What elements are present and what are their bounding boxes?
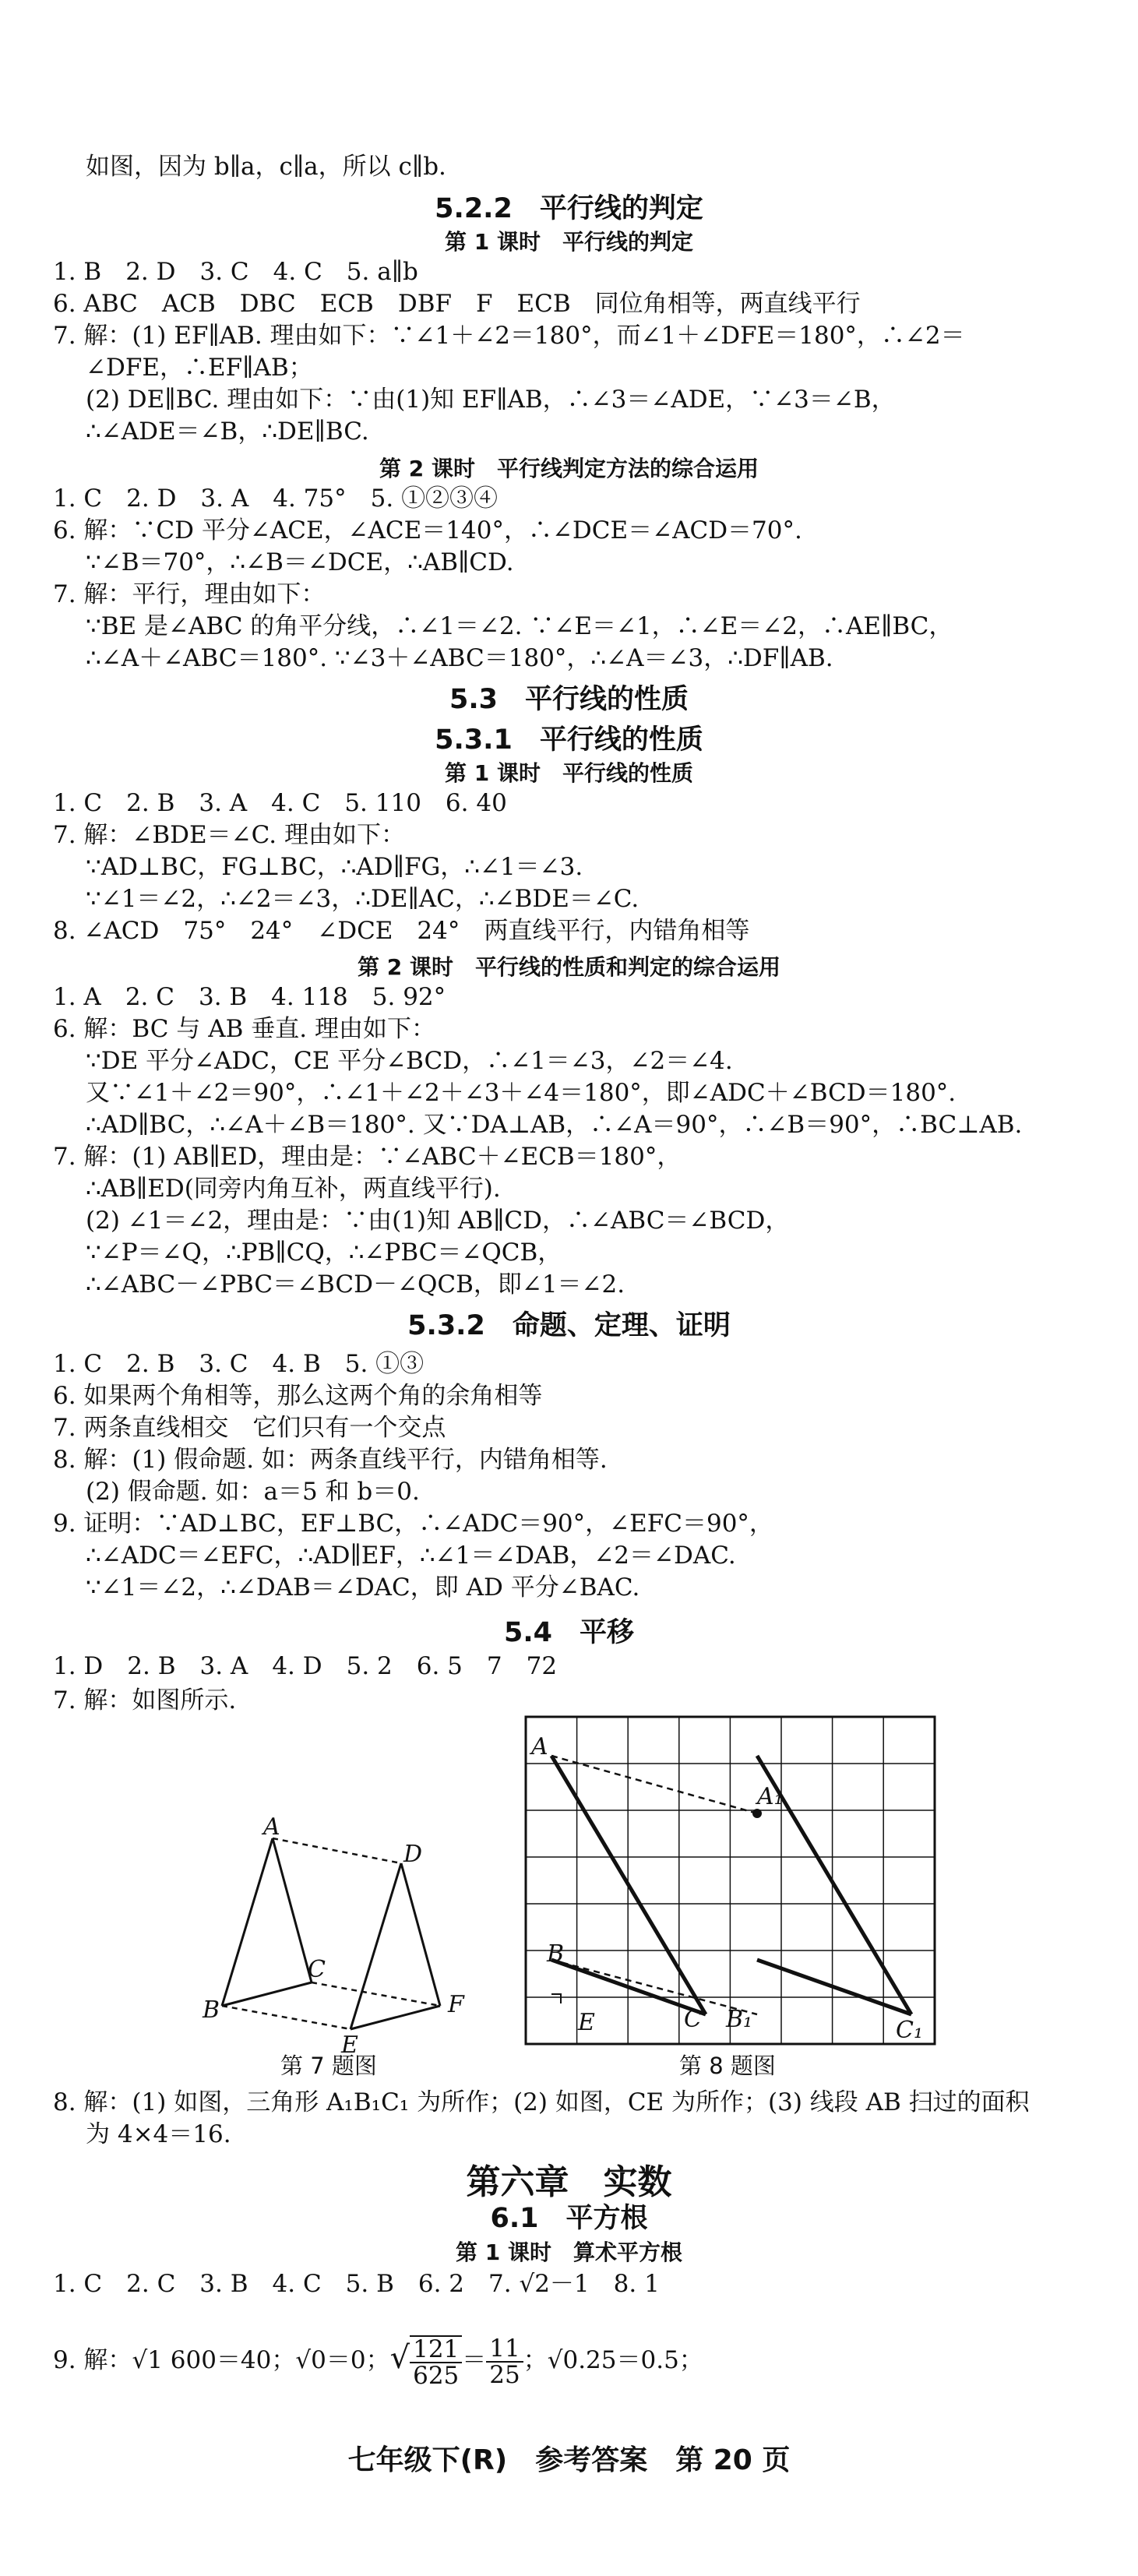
answer-line: 6. 如果两个角相等，那么这两个角的余角相等 (53, 1382, 543, 1410)
answer-line: 1. D 2. B 3. A 4. D 5. 2 6. 5 7 72 (53, 1652, 558, 1680)
figure-8 (522, 1714, 942, 2053)
figure-8-caption: 第 8 题图 (679, 2053, 776, 2079)
lesson-heading: 第 1 课时 平行线的判定 (445, 229, 693, 255)
fig7-label-d: D (403, 1841, 423, 1868)
answer-line: ∠DFE，∴EF∥AB； (86, 354, 313, 382)
answer-line: 1. C 2. B 3. A 4. C 5. 110 6. 40 (53, 789, 507, 817)
fig8-label-a1: A₁ (757, 1783, 784, 1810)
figure-7 (195, 1813, 491, 2064)
fig8-label-e: E (578, 2009, 595, 2036)
sqrt-eq: ＝ (462, 2346, 487, 2374)
answer-line: ∵∠P＝∠Q，∴PB∥CQ，∴∠PBC＝∠QCB， (86, 1239, 562, 1267)
fig7-label-b: B (203, 1996, 220, 2024)
answer-line: ∵BE 是∠ABC 的角平分线，∴∠1＝∠2. ∵∠E＝∠1，∴∠E＝∠2，∴AE∥BC， (86, 612, 953, 640)
answer-line: 又∵∠1＋∠2＝90°，∴∠1＋∠2＋∠3＋∠4＝180°，即∠ADC＋∠BCD＝180°. (86, 1079, 957, 1107)
fig8-label-b1: B₁ (726, 2006, 753, 2033)
sqrt-label: 9. 解： (53, 2346, 132, 2374)
section-heading: 5.3.1 平行线的性质 (435, 724, 703, 756)
answer-line: ∵AD⊥BC，FG⊥BC，∴AD∥FG，∴∠1＝∠3. (86, 853, 583, 881)
answer-line: 8. 解：(1) 假命题. 如：两条直线平行，内错角相等. (53, 1446, 608, 1474)
answer-line: 1. B 2. D 3. C 4. C 5. a∥b (53, 258, 418, 286)
lesson-heading: 第 2 课时 平行线的性质和判定的综合运用 (358, 954, 780, 980)
answer-line: 7. 解：(1) AB∥ED，理由是：∵∠ABC＋∠ECB＝180°， (53, 1143, 682, 1171)
fig8-label-a: A (531, 1733, 548, 1760)
fig7-label-a: A (263, 1813, 280, 1841)
fig7-label-f: F (448, 1991, 464, 2018)
fig7-label-e: E (341, 2032, 358, 2059)
fig8-label-c1: C₁ (896, 2017, 923, 2044)
sqrt-expr-3: ；√0.25＝0.5； (523, 2346, 703, 2374)
answer-line: 1. A 2. C 3. B 4. 118 5. 92° (53, 983, 446, 1011)
sqrt-ans-num: 11 (486, 2336, 523, 2363)
figure-7-caption: 第 7 题图 (280, 2053, 377, 2079)
answer-line: ∵∠1＝∠2，∴∠DAB＝∠DAC，即 AD 平分∠BAC. (86, 1573, 640, 1602)
answer-line: ∴∠ADE＝∠B，∴DE∥BC. (86, 418, 369, 446)
sqrt-ans-den: 25 (489, 2360, 520, 2389)
lesson-heading: 第 2 课时 平行线判定方法的综合运用 (379, 456, 759, 481)
sqrt-frac-num: 121 (410, 2337, 462, 2363)
answer-line: (2) ∠1＝∠2，理由是：∵由(1)知 AB∥CD，∴∠ABC＝∠BCD， (86, 1207, 790, 1235)
fig8-label-b: B (547, 1940, 565, 1968)
answer-line: 7. 解：(1) EF∥AB. 理由如下：∵∠1＋∠2＝180°，而∠1＋∠DFE＝180°，∴∠2＝ (53, 322, 965, 350)
answer-line: ∴∠ABC－∠PBC＝∠BCD－∠QCB，即∠1＝∠2. (86, 1270, 625, 1299)
sqrt-expr-2: √0＝0； (295, 2346, 390, 2374)
answer-line: ∴∠ADC＝∠EFC，∴AD∥EF，∴∠1＝∠DAB，∠2＝∠DAC. (86, 1542, 736, 1570)
section-heading: 5.2.2 平行线的判定 (435, 193, 703, 224)
answer-line: 为 4×4＝16. (86, 2120, 231, 2148)
answer-line: 如图，因为 b∥a，c∥a，所以 c∥b. (86, 153, 446, 181)
fig8-label-c: C (684, 2006, 702, 2033)
answer-line: 9. 证明：∵AD⊥BC，EF⊥BC，∴∠ADC＝90°，∠EFC＝90°， (53, 1510, 773, 1538)
fig7-label-c: C (308, 1956, 326, 1983)
section-heading: 5.3 平行线的性质 (449, 684, 689, 715)
answer-line: 6. ABC ACB DBC ECB DBF F ECB 同位角相等，两直线平行 (53, 290, 861, 318)
answer-line: ∴AD∥BC，∴∠A＋∠B＝180°. 又∵DA⊥AB，∴∠A＝90°，∴∠B＝90°，∴BC⊥AB. (86, 1111, 1023, 1139)
answer-line: 8. ∠ACD 75° 24° ∠DCE 24° 两直线平行，内错角相等 (53, 917, 750, 945)
answer-line: 6. 解：BC 与 AB 垂直. 理由如下： (53, 1015, 435, 1043)
answer-line: ∵∠1＝∠2，∴∠2＝∠3，∴DE∥AC，∴∠BDE＝∠C. (86, 885, 639, 913)
section-heading: 5.3.2 命题、定理、证明 (407, 1310, 731, 1341)
answer-line: 6. 解：∵CD 平分∠ACE，∠ACE＝140°，∴∠DCE＝∠ACD＝70°. (53, 516, 802, 544)
sqrt-frac-den: 625 (413, 2361, 460, 2390)
lesson-heading: 第 1 课时 算术平方根 (456, 2239, 682, 2265)
section-heading: 5.4 平移 (503, 1617, 634, 1648)
answer-line: 7. 两条直线相交 它们只有一个交点 (53, 1414, 446, 1442)
answer-line: ∵DE 平分∠ADC，CE 平分∠BCD，∴∠1＝∠3，∠2＝∠4. (86, 1047, 733, 1075)
answer-line: 1. C 2. C 3. B 4. C 5. B 6. 2 7. √2－1 8. 1 (53, 2270, 660, 2298)
answer-line: 7. 解：平行，理由如下： (53, 580, 326, 608)
answer-line: ∴∠A＋∠ABC＝180°. ∵∠3＋∠ABC＝180°，∴∠A＝∠3，∴DF∥AB. (86, 644, 833, 672)
answer-line-sqrt: 9. 解：√1 600＝40；√0＝0；√ $\frac{121}{625}$ ＝ $\frac{11}{25}$ ；√0.25＝0.5； (53, 2334, 703, 2390)
answer-line: 1. C 2. B 3. C 4. B 5. ①③ (53, 1350, 425, 1378)
answer-line: 7. 解：∠BDE＝∠C. 理由如下： (53, 821, 405, 849)
section-heading: 6.1 平方根 (490, 2203, 648, 2234)
lesson-heading: 第 1 课时 平行线的性质 (445, 760, 693, 786)
page-footer: 七年级下(R) 参考答案 第 20 页 (347, 2444, 791, 2476)
answer-line: ∴AB∥ED(同旁内角互补，两直线平行). (86, 1175, 501, 1203)
answer-line: (2) DE∥BC. 理由如下：∵由(1)知 EF∥AB，∴∠3＝∠ADE，∵∠3＝∠B， (86, 386, 896, 414)
answer-line: (2) 假命题. 如：a＝5 和 b＝0. (86, 1478, 420, 1506)
answer-line: ∵∠B＝70°，∴∠B＝∠DCE，∴AB∥CD. (86, 548, 514, 576)
answer-line: 8. 解：(1) 如图，三角形 A₁B₁C₁ 为所作；(2) 如图，CE 为所作；(3) 线段 AB 扫过的面积 (53, 2088, 1030, 2116)
answer-line: 7. 解：如图所示. (53, 1686, 237, 1714)
answer-line: 1. C 2. D 3. A 4. 75° 5. ①②③④ (53, 485, 499, 513)
chapter-heading: 第六章 实数 (466, 2162, 672, 2202)
sqrt-expr-1: √1 600＝40； (132, 2346, 296, 2374)
